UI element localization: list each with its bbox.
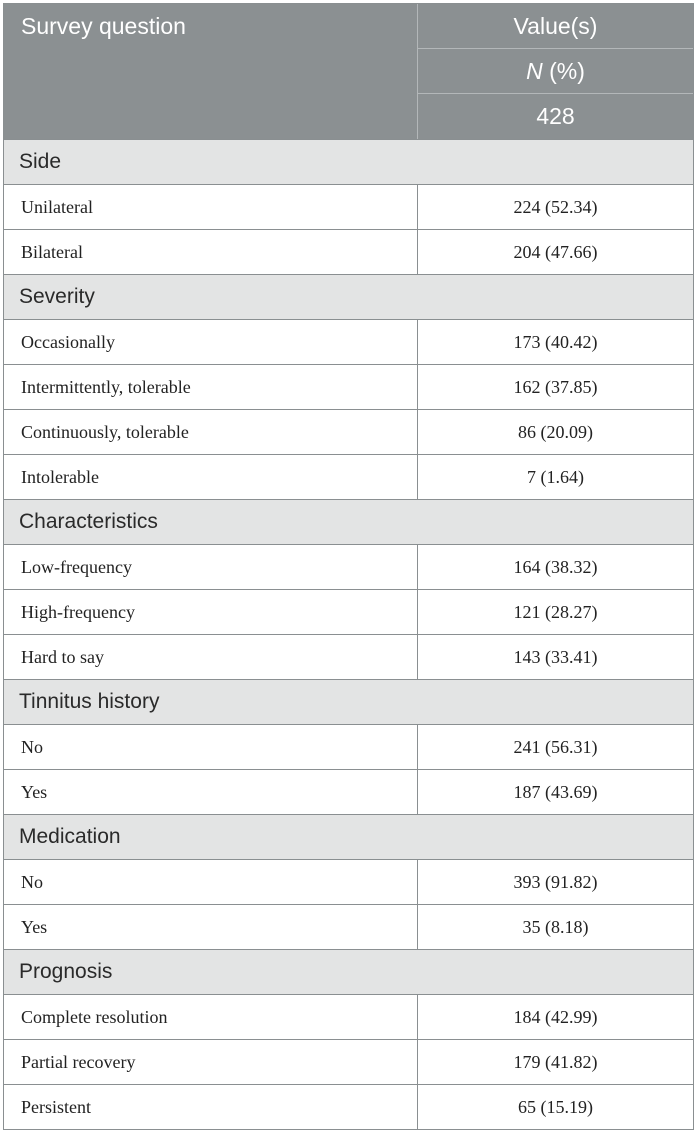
row-value: 35 (8.18): [522, 917, 589, 937]
table-row: [4, 544, 693, 589]
row-label: Intermittently, tolerable: [4, 365, 418, 409]
row-label: Occasionally: [4, 320, 418, 364]
row-label: Low-frequency: [4, 545, 418, 589]
table-body: [4, 139, 693, 1129]
row-value: 7 (1.64): [527, 467, 584, 487]
row-label: No: [4, 860, 418, 904]
header-values-column: [417, 4, 693, 139]
row-label: Persistent: [4, 1085, 418, 1129]
row-value: 224 (52.34): [513, 197, 598, 217]
row-label: No: [4, 725, 418, 769]
row-value: 65 (15.19): [518, 1097, 593, 1117]
table-row: [4, 994, 693, 1039]
survey-table: [3, 3, 694, 1130]
row-label: High-frequency: [4, 590, 418, 634]
row-value: 179 (41.82): [513, 1052, 598, 1072]
table-row: [4, 409, 693, 454]
section-header: Side: [4, 139, 693, 184]
table-row: [4, 229, 693, 274]
table-row: [4, 319, 693, 364]
row-label: Bilateral: [4, 230, 418, 274]
row-label: Partial recovery: [4, 1040, 418, 1084]
header-n: N: [526, 58, 543, 84]
row-label: Continuously, tolerable: [4, 410, 418, 454]
row-label: Hard to say: [4, 635, 418, 679]
table-row: [4, 1084, 693, 1129]
section-header: Tinnitus history: [4, 679, 693, 724]
section-header: Medication: [4, 814, 693, 859]
header-values-label: Value(s): [418, 4, 693, 49]
row-label: Yes: [4, 770, 418, 814]
table-row: [4, 184, 693, 229]
row-value: 393 (91.82): [513, 872, 598, 892]
table-row: [4, 364, 693, 409]
row-value: 184 (42.99): [513, 1007, 598, 1027]
row-value: 86 (20.09): [518, 422, 593, 442]
row-value: 121 (28.27): [513, 602, 598, 622]
table-row: [4, 904, 693, 949]
row-label: Unilateral: [4, 185, 418, 229]
header-percent: (%): [542, 58, 585, 84]
header-n-percent: [418, 49, 693, 94]
header-survey-question: Survey question: [21, 13, 186, 39]
row-label: Complete resolution: [4, 995, 418, 1039]
section-header: Characteristics: [4, 499, 693, 544]
section-header: Prognosis: [4, 949, 693, 994]
row-value: 164 (38.32): [513, 557, 598, 577]
header-total-count: 428: [536, 103, 575, 129]
table-row: [4, 589, 693, 634]
table-row: [4, 859, 693, 904]
row-value: 241 (56.31): [513, 737, 598, 757]
row-value: 143 (33.41): [513, 647, 598, 667]
table-header: [4, 4, 693, 139]
row-value: 204 (47.66): [513, 242, 598, 262]
table-row: [4, 454, 693, 499]
table-row: [4, 724, 693, 769]
row-label: Yes: [4, 905, 418, 949]
table-row: [4, 634, 693, 679]
row-value: 187 (43.69): [513, 782, 598, 802]
table-row: [4, 769, 693, 814]
table-row: [4, 1039, 693, 1084]
row-value: 162 (37.85): [513, 377, 598, 397]
row-label: Intolerable: [4, 455, 418, 499]
section-header: Severity: [4, 274, 693, 319]
row-value: 173 (40.42): [513, 332, 598, 352]
